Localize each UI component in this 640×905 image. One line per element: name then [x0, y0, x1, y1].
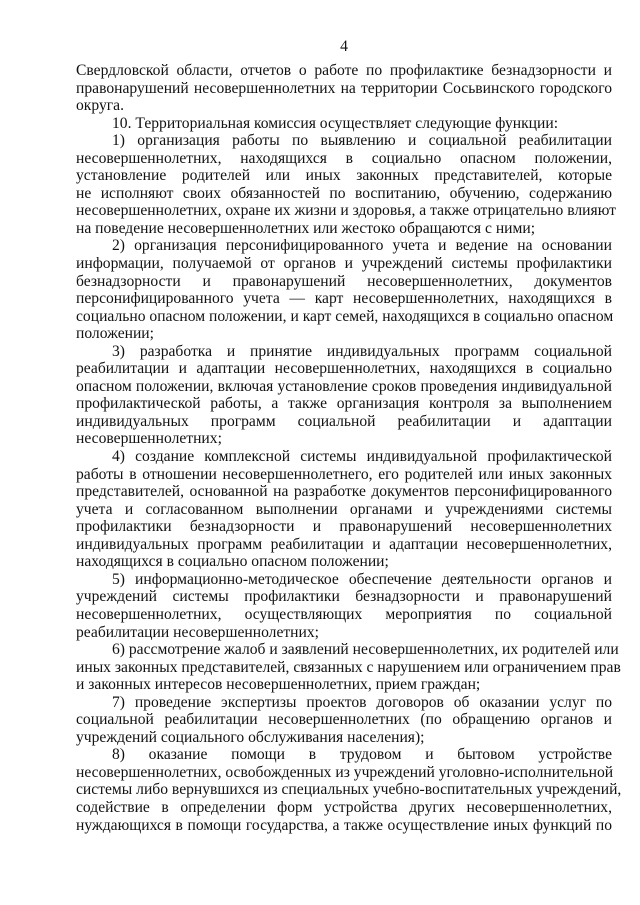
text-line: несовершеннолетних, находящихся в социально опасном положении,: [76, 149, 612, 167]
text-line: профилактической работы, а также организация контроля за выполнением: [76, 395, 612, 413]
paragraph: [76, 694, 612, 747]
paragraph: [76, 746, 622, 834]
text-line: системы либо вернувшихся из специальных учебно-воспитательных учреждений,: [76, 781, 622, 799]
text-line: не исполняют своих обязанностей по воспитанию, обучению, содержанию: [76, 184, 612, 202]
paragraph: [76, 343, 612, 448]
text-line: 1) организация работы по выявлению и социальной реабилитации: [112, 132, 612, 150]
text-line: правонарушений несовершеннолетних на территории Сосьвинского городского: [76, 79, 612, 97]
text-line: безнадзорности и правонарушений несовершеннолетних, документов: [76, 272, 612, 290]
text-line: несовершеннолетних, охране их жизни и здоровья, а также отрицательно влияют: [76, 202, 616, 220]
text-line: индивидуальных программ реабилитации и адаптации несовершеннолетних,: [76, 535, 612, 553]
text-line: нуждающихся в помощи государства, а также осуществление иных функций по: [76, 816, 612, 834]
text-line: 7) проведение экспертизы проектов договоров об оказании услуг по: [112, 693, 612, 711]
text-line: информации, получаемой от органов и учреждений системы профилактики: [76, 255, 612, 273]
text-line: положении;: [76, 325, 154, 343]
paragraph: [76, 641, 621, 694]
text-line: содействие в определении форм устройства других несовершеннолетних,: [76, 798, 612, 816]
text-line: реабилитации несовершеннолетних;: [76, 623, 320, 641]
text-line: учреждений социального обслуживания населения);: [76, 728, 425, 746]
text-line: установление родителей или иных законных представителей, которые: [76, 167, 612, 185]
text-line: персонифицированного учета — карт несовершеннолетних, находящихся в: [76, 290, 612, 308]
text-line: 5) информационно-методическое обеспечение деятельности органов и: [112, 570, 612, 588]
text-line: учреждений системы профилактики безнадзорности и правонарушений: [76, 588, 612, 606]
text-line: несовершеннолетних;: [76, 430, 222, 448]
paragraph: [76, 132, 616, 237]
text-line: находящихся в социально опасном положении;: [76, 553, 389, 571]
text-line: округа.: [76, 97, 124, 115]
page-number: 4: [340, 38, 348, 55]
paragraph: [76, 571, 612, 641]
text-line: 4) создание комплексной системы индивидуальной профилактической: [112, 448, 612, 466]
text-line: 6) рассмотрение жалоб и заявлений несовершеннолетних, их родителей или: [112, 641, 619, 659]
text-line: учета и согласованном выполнении органами и учреждениями системы: [76, 500, 612, 518]
text-line: 10. Территориальная комиссия осуществляет следующие функции:: [112, 114, 559, 132]
text-line: на поведение несовершеннолетних или жестоко обращаются с ними;: [76, 219, 536, 237]
text-line: несовершеннолетних, освобожденных из учреждений уголовно-исполнительной: [76, 763, 614, 781]
text-line: социально опасном положении, и карт семей, находящихся в социально опасном: [76, 307, 614, 325]
text-line: опасном положении, включая установление сроков проведения индивидуальной: [76, 377, 612, 395]
text-line: индивидуальных программ социальной реабилитации и адаптации: [76, 412, 612, 430]
paragraph: [76, 62, 612, 115]
text-line: Свердловской области, отчетов о работе по профилактике безнадзорности и: [76, 62, 612, 79]
text-line: иных законных представителей, связанных с нарушением или ограничением прав: [76, 658, 621, 676]
text-line: 2) организация персонифицированного учета и ведение на основании: [112, 237, 612, 255]
text-line: и законных интересов несовершеннолетних, прием граждан;: [76, 676, 481, 694]
document-body: [76, 62, 622, 834]
paragraph: [76, 448, 612, 571]
paragraph: [76, 237, 612, 342]
paragraph: [76, 115, 612, 133]
text-line: 8) оказание помощи в трудовом и бытовом устройстве: [112, 746, 612, 764]
text-line: представителей, основанной на разработке документов персонифицированного: [76, 483, 612, 501]
text-line: профилактики безнадзорности и правонарушений несовершеннолетних: [76, 518, 612, 536]
text-line: социальной реабилитации несовершеннолетних (по обращению органов и: [76, 711, 612, 729]
text-line: работы в отношении несовершеннолетнего, его родителей или иных законных: [76, 465, 612, 483]
text-line: 3) разработка и принятие индивидуальных программ социальной: [112, 342, 612, 360]
text-line: реабилитации и адаптации несовершеннолетних, находящихся в социально: [76, 360, 612, 378]
text-line: несовершеннолетних, осуществляющих мероприятия по социальной: [76, 605, 612, 623]
